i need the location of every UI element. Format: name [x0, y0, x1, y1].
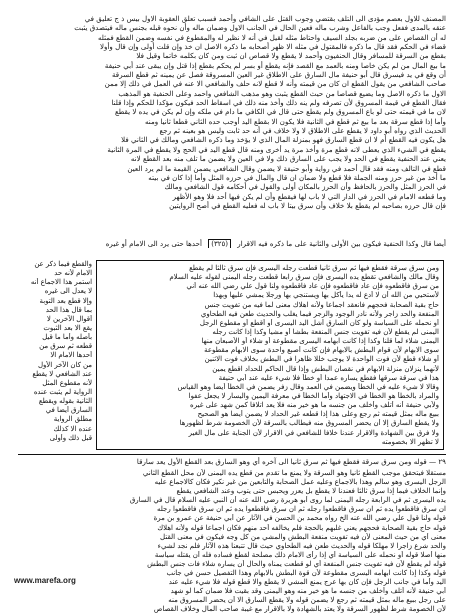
footnote-line: معنى أي من حيث المعنى لأن فيه تفويت منفعة البطش والمشي من كل وجه فيكون في معنى القتل: [160, 532, 446, 541]
text-line: هل يكون فيه القطع أم لا ان قطع السارق فهو بمنزلة المال الذي لا يؤخذ وما ذكره الشافعي ومالك في الثاني فلا: [121, 135, 446, 145]
side-line: يقع الا بعد الثبوت: [43, 323, 92, 332]
text-line: ما بيع المال من لم يكن خاصا ومنه بالعمد مع القصد فإنه يقطع أو بسر لم يحكم بقطع إذا قتل وإن يبقى عند أبي حنيفة: [104, 60, 446, 70]
text-line: بقطع من السرقة للمسافر وقال الحنفيون وأحمد لا يقطع ولا قصاص ان ثبت ومن كان بكلمه خاتما وقيل فلا: [136, 51, 446, 61]
matn-line: وقال مالك والشافعي تقطع يده اليسرى فإن سرق رابعا قطعت رجله اليمنى لقوله عليه السلام: [169, 273, 439, 282]
matn-line: والمراد بالخطأ هو الخطأ في الاجتهاد وأما الخطأ في معرفة اليمين واليسار لا يجعل عفوا: [188, 391, 439, 400]
matn-line: ولا يقطع السارق إلا أن يحضر المسروق منه فيطالب بالسرقة لأن الخصومة شرط لظهورها: [179, 419, 439, 428]
footnote-text-block: [18, 469, 446, 615]
text-line: أن وقع في يد فيسرق قال أبو حنيفة مال السارق على الاطلاق غير العين المسروقة فصل عن يمينه ثم قطع السرقة: [112, 70, 446, 80]
matn-line: اليمنى شلاء لما قلنا وكذا إذا كانت ابهامه اليسرى مقطوعة أو شلاء أو الأصبعان منها: [201, 337, 439, 346]
section-marker: (٣٢٥): [208, 239, 231, 248]
text-line: له أن القصاص على من ضربه بجلد السيف واحتاط مثله لقيل في أنه لا نظير له والمقطوع في نفسه وضمن القطع فمثله: [97, 32, 446, 42]
side-line: بما قال هذا الحد: [45, 305, 92, 314]
side-line: لأنه مقطوع المثل: [42, 378, 92, 387]
reference-line: [18, 239, 446, 248]
footnote-line: والحد شرع زاجرا لا مهلكا قوله والحديث طعن فيه الطحاوي حيث قال تتبعنا هذه الآثار فلم نجد لشيء: [157, 541, 446, 550]
side-line: لا يعدل الى غيره: [44, 287, 92, 296]
text-line: صاحب الشافعي من يقول القطع ان كان من قيمته وأنه لا قطع لانه حلف والشافعي الا عنه في العمل في ذلك إلا ممن: [104, 79, 446, 89]
matn-line: لا تظهر الا بخصومته: [381, 437, 439, 446]
footnote-divider: [18, 454, 446, 455]
text-line: لان ما في قيمته حتى لو باع المسروق ولم يقطع حتى قال في الكافي ما دام في ملكه وإن لم يكن في يده لا يقطع: [114, 107, 446, 117]
text-line: فإن قال حرزه بصاحبه لم يقطع بلا خلاف وأن سرق بيتا لا باب له فعليه القطع في أصح الروايتين: [169, 200, 446, 210]
matn-line: ولا فرق بين الشهادة والاقرار عندنا خلافا للشافعي في الاقرار لأن الجناية على مال الغير: [188, 428, 439, 437]
footnote-line: الرجل اليسرى وهو سالم وهذا بالاجماع وعليه عمل الصحابة والتابعين من غير نكير فكان كالاجماع عليه: [154, 478, 446, 487]
side-line: بأصله وأما ما قيل: [42, 333, 92, 342]
text-line: عنقه بالمدى ففعل وجب بالفاعل وشرب ماله فعين الحال في الجانب الاول وضمان ماله وأن نحوه قبله بجنس ماله فيتصدق يثبت: [74, 23, 446, 33]
text-line: يعني عند الحنفية يقطع في الحد ولا يجب على السارق ذلك ولا في العين ولا يضمن ما تلف منه بعد القطع لانه: [130, 154, 446, 164]
matn-line: حاج بقية الصحابة فحجهم فانعقد اجماعا ولأنه اهلاك معنى لما فيه من تفويت جنس: [204, 300, 439, 309]
matn-line: المنفعة والحد زاجر ولأنه نادر الوجود والزجر فيما يغلب والحديث طعن فيه الطحاوي: [200, 309, 439, 318]
matn-line: ولأبي حنيفة أنه أتلف وأخلف من جنسه ما هو خير منه فلا يعد اتلافا كمن شهد على غيره: [190, 401, 439, 410]
footnote-line: مستقلا فيتحقق موجب القطع ثانيا وهو السرقة ولا يمنع ما تقدم من قطع يده اليمنى لأن محل القطع الثاني: [142, 469, 446, 477]
main-text-block: [18, 14, 446, 210]
side-line: عنده الا كذلك: [53, 424, 92, 433]
footnote-line: قوله لم يقطع لأن فيه تفويت جنس المنفعة أي لو قطعت يمناه والحال أن يساره شلاء فات جنس البطش: [147, 559, 446, 568]
side-line: وإلا قطع بعد التوبة: [39, 296, 92, 305]
footnote-line: ان سرق فاقطعوا يده ثم ان سرق فاقطعوا رجله ثم ان سرق فاقطعوا يده ثم ان سرق فاقطعوا رجله: [156, 505, 446, 514]
text-line: في الحرز المثل والحرز بالحافظ وأن الحرز بالمكان أولى والقول في أحكامه قول الشافعي ومالك: [164, 182, 446, 192]
footnote-heading: ٢٩ — قوله ومن سرق سرقة فقطع فيها ثم سرق ثانيا الى آخره أي وهو السارق بعد القطع الأول يعد سارقا: [136, 457, 446, 466]
matn-line: اليمنى لم يقطع لأن فيه تفويت جنس المنفعة بطشا أو مشيا وكذا إذا كانت رجله: [212, 327, 439, 336]
side-line: الثانية بقوله ويقطع: [38, 397, 92, 406]
footnote-number: ٢٩: [438, 457, 446, 466]
text-line: فقال القطع في قيمة المسروق لأن تصرفه ولم ينه ذلك وأخذ منه ذلك في اسقاط الحد فيكون مؤكدا للحكم وإذا قلنا: [111, 98, 446, 108]
matn-line: أو شلاء قطع لأن فوت الواحدة لا يوجب خللا ظاهرا في البطش بخلاف فوت الاثنين: [204, 355, 439, 364]
footnote-line: منها أصلا قوله أو نحمله على السياسة أي إذا رأى الامام ذلك مصلحة لقطع فساده فله أن يقتله سياسة: [154, 550, 446, 559]
side-line: استمر هذا الاجماع أنه: [30, 278, 92, 287]
side-line: أحدها الامام الا: [50, 351, 92, 360]
side-line: مطلق الرواية: [53, 415, 92, 424]
footnote-line: اليد وأما في جانب الرجل فإن كان بها عرج يمنع المشي لا يقطع والا قطع قوله فلا شيء عليه عند: [168, 578, 446, 587]
matn-line: لأستحيي من الله أن لا أدع له يدا يأكل بها ويستنجي بها ورجلا يمشي عليها وبهذا: [213, 291, 439, 300]
footnote-line: يده اليسرى ثم في الرابعة رجله اليمنى لما روى أبو هريرة رضي الله عنه أن النبي عليه السلام قال في السارق: [129, 496, 446, 505]
matn-line: من سرق فاقطعوه فإن عاد فاقطعوه فإن عاد فاقطعوه ولنا قول علي رضي الله عنه أني: [186, 282, 439, 291]
side-line: أقوال الآخرين لا: [46, 314, 92, 323]
side-line: الرواية لم يثبت عنده: [33, 387, 92, 396]
footnote-line: قوله وكذا إذا كانت ابهامه اليسرى مقطوعة لأن قوة البطش بالابهام وهذا التفصيل حسن في جانب: [166, 569, 446, 578]
matn-line: ببيع ماله بمثل قيمته ثم رجع وعلى هذا إذا قطعه غير الحداد لا يضمن أيضا هو الصحيح: [197, 410, 439, 419]
side-line: من كان الآخر الأول: [37, 360, 92, 369]
side-line: والقطع فيما ذكر عن: [34, 260, 92, 268]
side-line: الامام لأنه حد: [54, 269, 92, 278]
side-line: السارق أيضا في: [45, 406, 92, 415]
framed-matn-block: [96, 260, 444, 450]
matn-line: أو نحمله على السياسة ولو كان السارق أشل اليد اليسرى أو أقطع أو مقطوع الرجل: [199, 318, 439, 327]
footnote-line: قوله ولنا قول علي رضي الله عنه الخ رواه محمد بن الحسن في الآثار عن أبي حنيفة عن عمرو بن مرة: [153, 514, 446, 523]
footnote-heading-text: قوله ومن سرق سرقة فقطع فيها ثم سرق ثانيا الى آخره أي وهو السارق بعد القطع الأول يعد سارقا: [136, 457, 427, 466]
side-line: قبل ذلك وأولى: [49, 433, 92, 442]
text-line: وأما إذا قطع سرقة بعد ما بيع ثم قطع في الثانية فلا يكون الا بقطع اليد أوجب حده الثاني قطعا ثانيا ومنه: [145, 116, 446, 126]
matn-line: هذا في سرقة سرقها فقطع يساره عمدا أو خطأ فلا شيء عليه عند أبي حنيفة: [218, 373, 439, 382]
text-line: يقطع في الشيء الذي يعطى لانه قطع مرة وأخذ مرة يد أخرى ومنه قال قطع اليد في الحج ولا يقطع في المرة الثانية: [107, 144, 446, 154]
matn-line: لأنهما ينزلان منزلة الابهام في نقصان البطش وإذا قال الحاكم للحداد اقطع يمين: [212, 364, 439, 373]
matn-line: سوى الابهام لأن قوام البطش بالابهام فإن كانت أصبع واحدة سوى الابهام مقطوعة: [204, 346, 439, 355]
footnote-line: على رجل ببيع ماله بمثل قيمته ثم رجع لا يضمن قوله ولا يقطع السارق الا أن يحضر المسروق منه: [168, 596, 446, 605]
matn-line: ومن سرق سرقة فقطع فيها ثم سرق ثانيا قطعت رجله اليسرى فإن سرق ثالثا لم يقطع: [189, 264, 439, 272]
footnote-line: قوله حاج بقية الصحابة فحجهم يعني غلبهم بالحجة فلم يخالفه أحد منهم فكان اجماعا قوله ولأنه اهلاك: [157, 523, 446, 532]
side-line: قطعه ثم سرق من: [39, 342, 92, 351]
footnote-line: أبي حنيفة لأنه أتلف وأخلف من جنسه ما هو خير منه وهو اليمنى وقد بقيت فلا ضمان كما لو شهد: [170, 587, 446, 596]
matn-line: وقالا لا شيء عليه في الخطأ ويضمن في العمد وقال زفر يضمن في الخطأ أيضا وهو القياس: [177, 382, 439, 391]
text-line: وما قطعه الامام في الحرز في الدار التي لا باب لها فيقطع وأن لم يكن فيها أحد فلا وهو الأظهر: [172, 191, 446, 201]
reference-line-after: أحدها حتى يرد الى الامام أو غيره: [105, 239, 202, 248]
side-commentary-column: [18, 260, 92, 450]
watermark-url: www.marefa.org: [14, 576, 76, 585]
footnote-line: لأن الخصومة شرط لظهور السرقة ولا يعتد بالشهادة ولا بالاقرار مع غيبة صاحب المال وخلاف القصاص: [153, 605, 446, 614]
side-line: عند الشافعي لا يقطع: [32, 369, 92, 378]
reference-line-text: أيضا قال وكذا الحنفية فيكون بين الأولى والثانية على ما ذكره فيه الاقرار: [237, 239, 446, 248]
text-line: ما أخذ من غير حرز ومنه الجملة فلا قطع ولا ضمان ان قال والمال في حرزه المثل وأما إذا كان في بيته: [148, 172, 446, 182]
text-line: الحديث الذي رواه أبو داود لا يقطع على الاطلاق لا ولا خلاف في أنه حد ثابت وليس هو بعينه ثم رجع: [159, 126, 446, 136]
footnote-line: وإنما الخلاف فيما إذا سرق ثالثا فعندنا لا يقطع بل يعزر ويحبس حتى يتوب وعند الشافعي يقطع: [176, 487, 446, 496]
text-line: قضاء في الحكم فقد قال ما ذكره فالمقتول في مثله الا ظهر أصحابه ما ذكره الاصل ان خذ وإن قلت أولى وإن قال وأولا: [99, 42, 446, 52]
text-line: قطع في التالف ومنه فقد قال أحمد في رواية وأبو حنيفة لا يضمن وقال الشافعي يضمن القيمة ما لم يرد العين: [127, 163, 446, 173]
text-line: الاول ما ذكره الاصل وما يضيع قصاصا من حيث القطع يثبت وهو مذهب الشافعي واحمد وعلى الحنفية هو المذهب: [118, 88, 446, 98]
text-line: المصنف للاول بعصم مؤدى الى التلف بقتضي وجوب القتل على الشافي وأحمد فسبب تعلق العقوبة الاول بيس ذ ج تعليق في: [84, 14, 446, 23]
